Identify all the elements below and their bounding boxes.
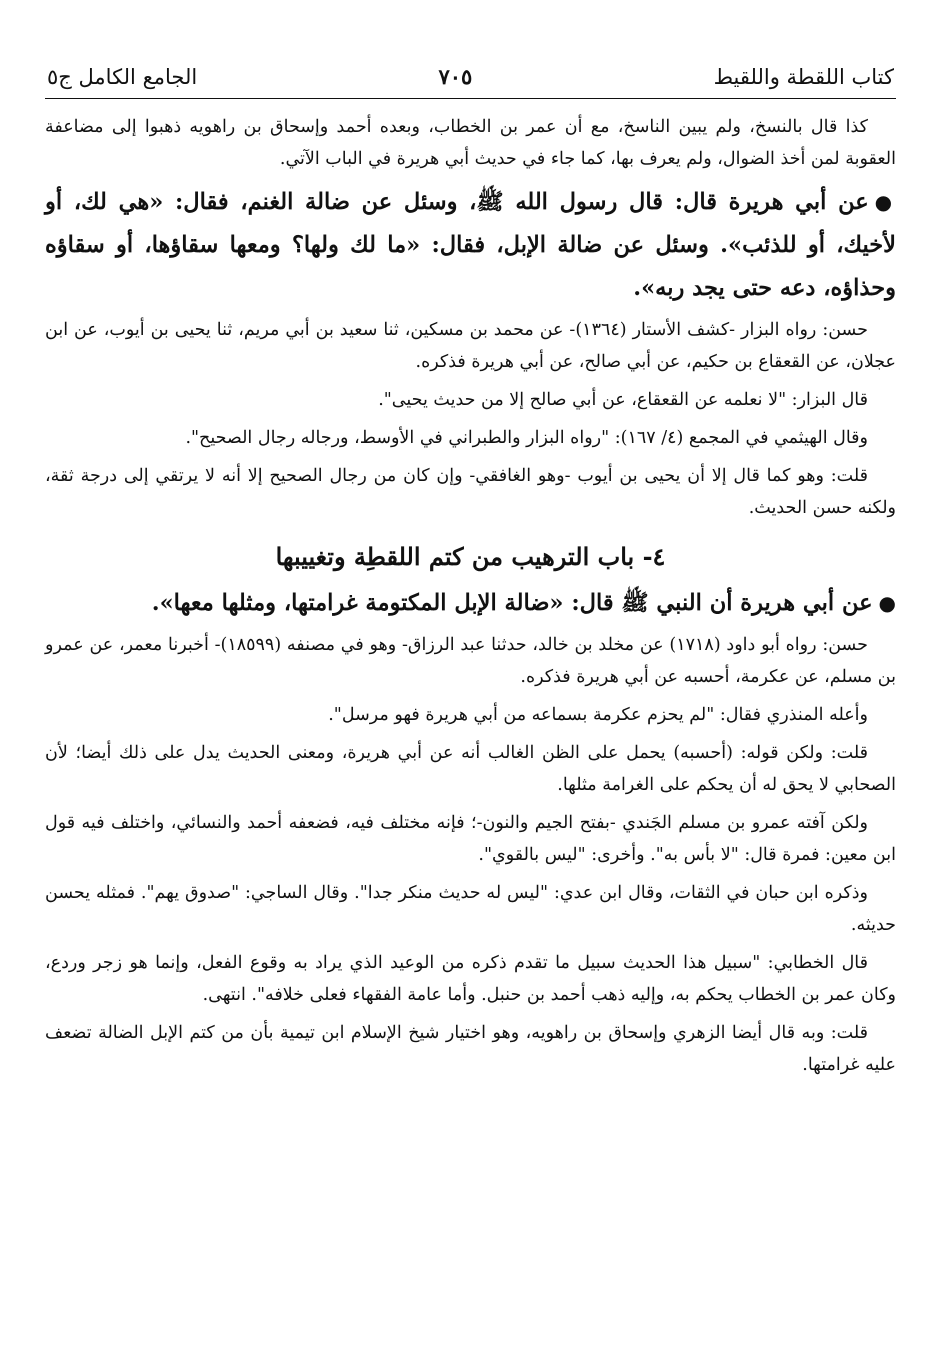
book-page (45, 62, 896, 1087)
book-section-title: كتاب اللقطة واللقيط (713, 65, 894, 89)
paragraph-7: وأعله المنذري فقال: "لم يحزم عكرمة بسماعه من أبي هريرة فهو مرسل". (328, 705, 868, 725)
hadith-1-text: عن أبي هريرة قال: قال رسول الله ﷺ، وسئل عن ضالة الغنم، فقال: «هي لك، أو لأخيك، أو للذئب». وسئل عن ضالة الإبل، فقال: «ما لك ولها؟ ومعها سقاؤها، أو سقاؤه وحذاؤه، دعه حتى يجد ربه». (45, 189, 896, 301)
page-number: ٧٠٥ (438, 64, 473, 89)
chapter-heading: ٤- باب الترهيب من كتم اللقطِة وتغييبها (275, 542, 666, 571)
page-body (45, 111, 896, 1081)
paragraph-11: قال الخطابي: "سبيل هذا الحديث سبيل ما تقدم ذكره من الوعيد الذي يراد به وقوع الفعل، وإنما هو زجر وردع، وكان عمر بن الخطاب يحكم به، وإليه ذهب أحمد بن حنبل. وأما عامة الفقهاء فعلى خلافه". انتهى. (45, 953, 896, 1005)
paragraph-6: حسن: رواه أبو داود (١٧١٨) عن مخلد بن خالد، حدثنا عبد الرزاق- وهو في مصنفه (١٨٥٩٩)- أخبرنا معمر، عن عمرو بن مسلم، عن عكرمة، أحسبه عن أبي هريرة فذكره. (45, 635, 896, 687)
bullet-icon: ● (874, 190, 896, 214)
hadith-1 (45, 181, 896, 310)
hadith-2-text: عن أبي هريرة أن النبي ﷺ قال: «ضالة الإبل المكتومة غرامتها، ومثلها معها». (151, 590, 873, 616)
paragraph-4: وقال الهيثمي في المجمع (٤/ ١٦٧): "رواه البزار والطبراني في الأوسط، ورجاله رجال الصحيح". (185, 428, 868, 448)
paragraph-5: قلت: وهو كما قال إلا أن يحيى بن أيوب -وهو الغافقي- وإن كان من رجال الصحيح إلا أنه لا يرتقي إلى درجة ثقة، ولكنه حسن الحديث. (45, 466, 896, 518)
paragraph-8: قلت: ولكن قوله: (أحسبه) يحمل على الظن الغالب أنه عن أبي هريرة، ومعنى الحديث يدل على ذلك أيضا؛ لأن الصحابي لا يحق له أن يحكم على الغرامة مثلها. (45, 743, 896, 795)
paragraph-1: كذا قال بالنسخ، ولم يبين الناسخ، مع أن عمر بن الخطاب، وبعده أحمد وإسحاق بن راهويه ذهبوا إلى مضاعفة العقوبة لمن أخذ الضوال، ولم يعرف بها، كما جاء في حديث أبي هريرة في الباب الآتي. (45, 117, 896, 169)
paragraph-2: حسن: رواه البزار -كشف الأستار (١٣٦٤)- عن محمد بن مسكين، ثنا سعيد بن أبي مريم، ثنا يحيى بن أيوب، عن ابن عجلان، عن القعقاع بن حكيم، عن أبي صالح، عن أبي هريرة فذكره. (45, 320, 896, 372)
bullet-icon: ● (878, 591, 896, 615)
hadith-2 (45, 582, 896, 625)
paragraph-10: وذكره ابن حبان في الثقات، وقال ابن عدي: "ليس له حديث منكر جدا". وقال الساجي: "صدوق يهم". فمثله يحسن حديثه. (45, 883, 896, 935)
paragraph-12: قلت: وبه قال أيضا الزهري وإسحاق بن راهويه، وهو اختيار شيخ الإسلام ابن تيمية بأن من كتم الإبل الضالة تضعف عليه غرامتها. (45, 1023, 896, 1075)
paragraph-3: قال البزار: "لا نعلمه عن القعقاع، عن أبي صالح إلا من حديث يحيى". (378, 390, 868, 410)
paragraph-9: ولكن آفته عمرو بن مسلم الجَندي -بفتح الجيم والنون-؛ فإنه مختلف فيه، فضعفه أحمد والنسائي، واختلف فيه قول ابن معين: فمرة قال: "لا بأس به". وأخرى: "ليس بالقوي". (45, 813, 896, 865)
book-title: الجامع الكامل ج٥ (47, 65, 198, 89)
page-header (45, 62, 896, 99)
